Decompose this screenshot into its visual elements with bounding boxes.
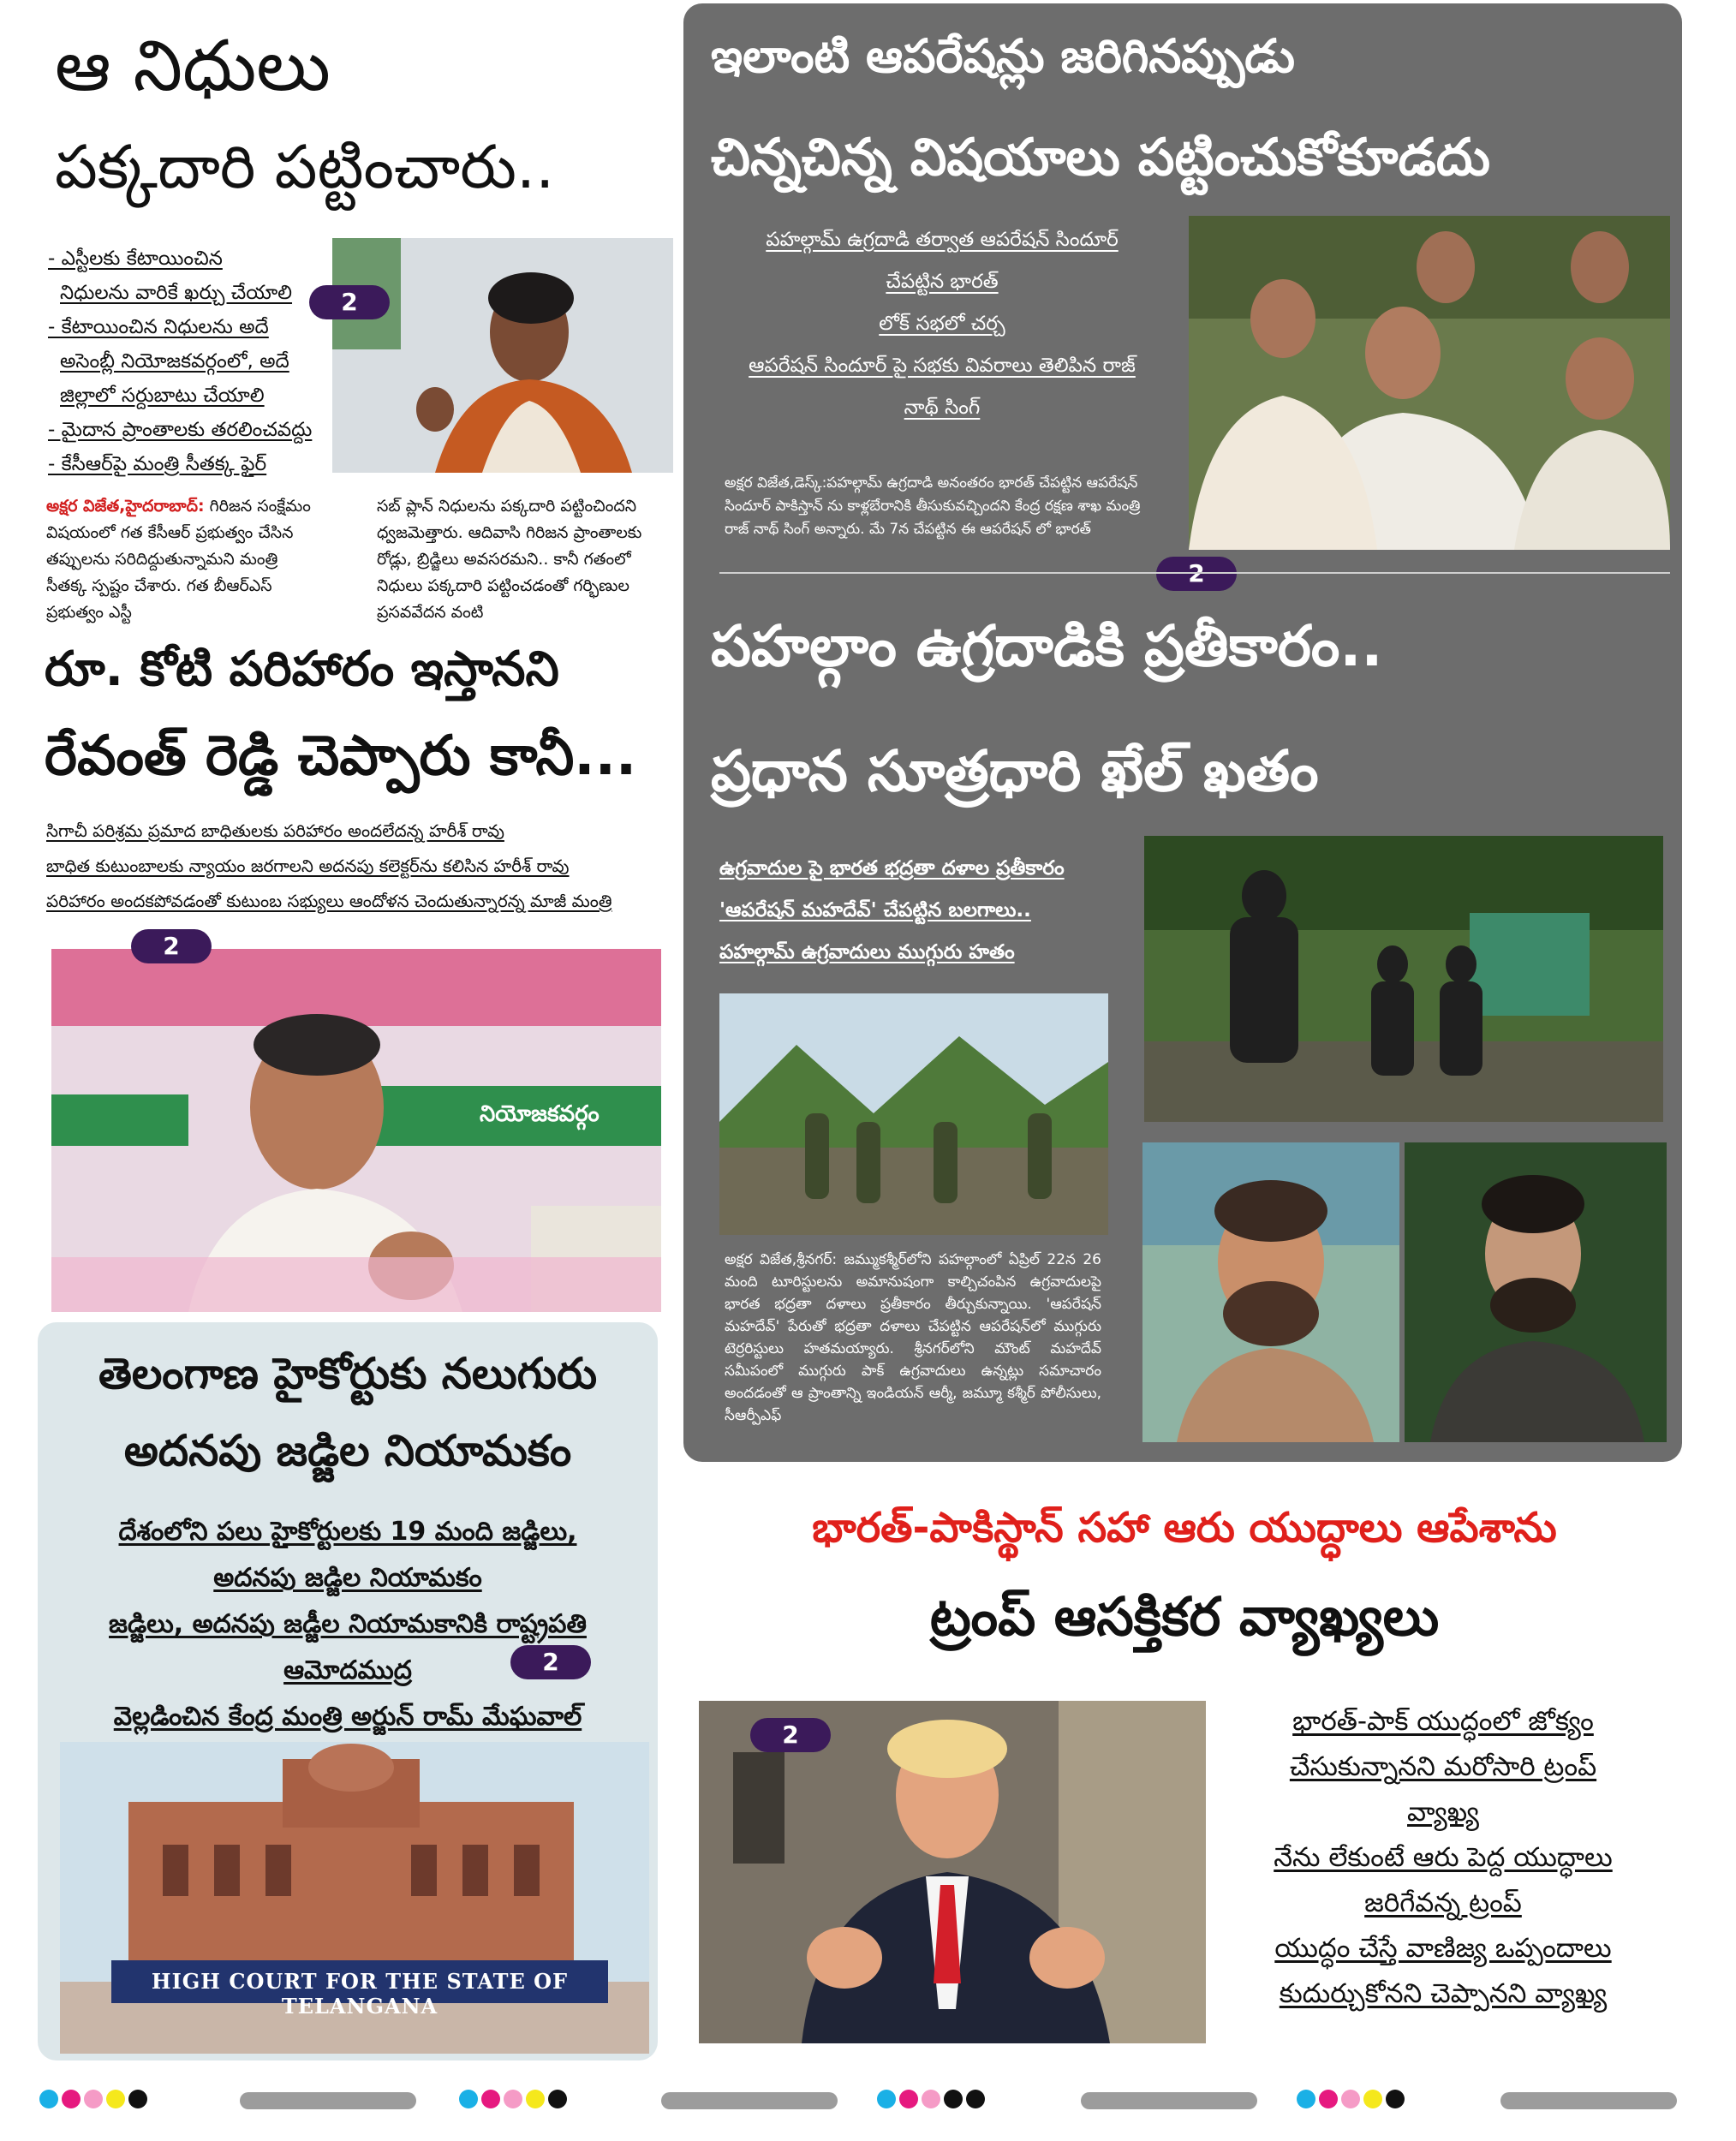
soldiers-illustration (1144, 836, 1663, 1122)
sub-line: యుద్ధం చేస్తే వాణిజ్య ఒప్పందాలు (1274, 1933, 1612, 1964)
story4-headline-2: చిన్నచిన్న విషయాలు పట్టించుకోకూడదు (711, 128, 1491, 188)
registration-bar (240, 2092, 416, 2109)
sub-line: 'ఆపరేషన్ మహదేవ్' చేపట్టిన బలగాలు.. (719, 899, 1031, 921)
sub-line: జడ్జిలు, అదనపు జడ్జీల నియామకానికి రాష్ట్రపతి (109, 1609, 587, 1639)
bullet-line: నిధులను వారికే ఖర్చు చేయాలి (60, 282, 293, 304)
photo-sign-text: HIGH COURT FOR THE STATE OF TELANGANA (151, 1969, 569, 2019)
sub-line: చేపట్టిన భారత్ (886, 271, 999, 293)
story1-bullets (48, 242, 331, 481)
forest-illustration (719, 993, 1108, 1235)
story5-photo-soldiers (1144, 836, 1663, 1122)
bullet-line: - మైదాన ప్రాంతాలకు తరలించవద్దు (48, 419, 313, 441)
bullet-line: పరిహారం అందకపోవడంతో కుటుంబ సభ్యులు ఆందోళన చెందుతున్నారన్న మాజీ మంత్రి (46, 891, 612, 911)
bullet-line: - ఎస్టీలకు కేటాయించిన (48, 247, 223, 270)
portrait-illustration (332, 238, 673, 473)
story4-photo-lok-sabha (1189, 216, 1670, 550)
story4-badge (1156, 557, 1237, 591)
story6-headline-2: ట్రంప్ ఆసక్తికర వ్యాఖ్యలు (929, 1585, 1440, 1648)
sub-line: నేను లేకుంటే ఆరు పెద్ద యుద్ధాలు (1274, 1842, 1613, 1873)
registration-marks (459, 2090, 570, 2112)
story5-photo-terrorist-sketch (1142, 1142, 1399, 1442)
story1-badge: 2 (309, 285, 390, 319)
story3-photo-high-court (60, 1742, 649, 2054)
bullet-line: సిగాచీ పరిశ్రమ ప్రమాద బాధితులకు పరిహారం అందలేదన్న హరీశ్ రావు (46, 820, 504, 841)
story1-photo-minister (332, 238, 673, 473)
registration-bar (1081, 2092, 1257, 2109)
sub-line: వ్యాఖ్య (1407, 1797, 1479, 1828)
story5-body: అక్షర విజేత,శ్రీనగర్: జమ్ముకశ్మీర్‌లోని పహల్గాంలో ఏప్రిల్ 22న 26 మంది టూరిస్టులను అమానుషంగా కాల్చిచంపిన ఉగ్రవాదులపై భారత భద్రతా దళాలు ప్రతీకారం తీర్చుకున్నాయి. 'ఆపరేషన్ మహదేవ్' పేరుతో భద్రతా దళాలు చేపట్టిన ఆపరేషన్‌లో ముగ్గురు టెర్రరిస్టులు హతమయ్యారు. శ్రీనగర్‌లోని మౌంట్ మహదేవ్ సమీపంలో ముగ్గురు పాక్ ఉగ్రవాదులు ఉన్నట్లు సమాచారం అందడంతో ఆ ప్రాంతాన్ని ఇండియన్ ఆర్మీ, జమ్మూ కశ్మీర్ పోలీసులు, సీఆర్పీఎఫ్ (725, 1251, 1101, 1424)
story4-headline-1: ఇలాంటి ఆపరేషన్లు జరిగినప్పుడు (711, 29, 1295, 83)
story1-headline-1: ఆ నిధులు (55, 26, 331, 107)
story4-subs (711, 219, 1173, 429)
photo-banner-text: నియోజకవర్గం (480, 1101, 600, 1127)
story5-headline-2: ప్రధాన సూత్రధారి ఖేల్ ఖతం (711, 738, 1319, 804)
registration-marks (39, 2090, 151, 2112)
story2-badge: 2 (131, 929, 212, 963)
sub-line: లోక్ సభలో చర్చ (879, 313, 1005, 335)
sub-line: ఆమోదముద్ర (283, 1655, 412, 1685)
story5-photo-operation (719, 993, 1108, 1235)
sub-line: దేశంలోని పలు హైకోర్టులకు 19 మంది జడ్జిలు, (118, 1517, 577, 1547)
sketch-portrait-illustration (1142, 1142, 1399, 1442)
registration-bar (661, 2092, 838, 2109)
bullet-line: అసెంబ్లీ నియోజకవర్గంలో, అదే (60, 350, 289, 373)
bullet-line: బాధిత కుటుంబాలకు న్యాయం జరగాలని అదనపు కలెక్టర్‌ను కలిసిన హరీశ్ రావు (46, 856, 570, 876)
story5-photo-terrorist (1405, 1142, 1667, 1442)
story6-headline-1: భారత్-పాకిస్థాన్ సహా ఆరు యుద్ధాలు ఆపేశాను (812, 1504, 1557, 1552)
dateline: అక్షర విజేత,హైదరాబాద్: (46, 497, 205, 516)
story1-body-col1 (46, 493, 322, 626)
divider (719, 572, 1670, 574)
story3-headline-1: తెలంగాణ హైకోర్టుకు నలుగురు (98, 1349, 598, 1399)
story5-subs (719, 848, 1122, 974)
sub-line: కుదుర్చుకోనని చెప్పానని వ్యాఖ్య (1279, 1978, 1608, 2009)
registration-marks (877, 2090, 988, 2112)
portrait-illustration (699, 1701, 1206, 2043)
sub-line: ఉగ్రవాదుల పై భారత భద్రతా దళాల ప్రతీకారం (719, 857, 1065, 880)
story3-badge: 2 (510, 1645, 591, 1679)
story5-headline-1: పహల్గాం ఉగ్రదాడికి ప్రతీకారం.. (711, 613, 1383, 679)
bullet-line: - కేసీఆర్‌పై మంత్రి సీతక్క ఫైర్ (48, 453, 267, 475)
story2-photo-harish-rao (51, 949, 661, 1312)
story6-badge: 2 (750, 1718, 831, 1752)
story1-body-col2: సబ్ ప్లాన్ నిధులను పక్కదారి పట్టించిందని ధ్వజమెత్తారు. ఆదివాసి గిరిజన ప్రాంతాలకు రోడ్లు, బ్రిడ్జిలు అవసరమని.. కానీ గతంలో నిధులు పక్కదారి పట్టించడంతో గర్భిణుల ప్రసవవేదన వంటి (377, 497, 642, 622)
bullet-line: జిల్లాలో సర్దుబాటు చేయాలి (60, 385, 265, 407)
sub-line: జరిగేవన్న ట్రంప్ (1364, 1888, 1522, 1918)
story2-headline-1: రూ. కోటి పరిహారం ఇస్తానని (45, 641, 559, 697)
sub-line: నాథ్ సింగ్ (904, 397, 981, 419)
sub-line: పహల్గామ్ ఉగ్రదాడి తర్వాత ఆపరేషన్ సిందూర్ (766, 229, 1119, 251)
story6-photo-trump (699, 1701, 1206, 2043)
portrait-illustration (1405, 1142, 1667, 1442)
story2-bullets (46, 814, 680, 919)
sub-line: వెల్లడించిన కేంద్ర మంత్రి అర్జున్ రామ్ మేఘవాల్ (113, 1702, 582, 1732)
story3-subs (38, 1509, 658, 1740)
sub-line: ఆపరేషన్ సిందూర్ పై సభకు వివరాలు తెలిపిన రాజ్ (749, 355, 1136, 377)
story4-body: అక్షర విజేత,డెస్క్:పహల్గామ్ ఉగ్రదాడి అనంతరం భారత్ చేపట్టిన ఆపరేషన్ సిందూర్ పాకిస్తాన్ ను కాళ్లబేరానికి తీసుకువచ్చిందని కేంద్ర రక్షణ శాఖ మంత్రి రాజ్ నాథ్ సింగ్ అన్నారు. మే 7న చేపట్టిన ఈ ఆపరేషన్ లో భారత్ (725, 474, 1141, 538)
story3-headline-2: అదనపు జడ్జిల నియామకం (123, 1426, 572, 1476)
parliament-illustration (1189, 216, 1670, 550)
bullet-line: - కేటాయించిన నిధులను అదే (48, 316, 269, 338)
registration-marks (1297, 2090, 1408, 2112)
sub-line: భారత్-పాక్ యుద్ధంలో జోక్యం (1292, 1706, 1594, 1737)
registration-bar (1500, 2092, 1677, 2109)
story1-headline-2: పక్కదారి పట్టించారు.. (55, 132, 555, 202)
sub-line: పహల్గామ్ ఉగ్రవాదులు ముగ్గురు హతం (719, 941, 1015, 963)
sub-line: అదనపు జడ్జిల నియామకం (213, 1563, 482, 1593)
sub-line: చేసుకున్నానని మరోసారి ట్రంప్ (1289, 1751, 1597, 1782)
body-text: గిరిజన సంక్షేమం విషయంలో గత కేసీఆర్ ప్రభుత్వం చేసిన తప్పులను సరిదిద్దుతున్నామని మంత్రి సీతక్క స్పష్టం చేశారు. గత బీఆర్ఎస్ ప్రభుత్వం ఎస్టీ (46, 497, 311, 622)
story2-headline-2: రేవంత్ రెడ్డి చెప్పారు కానీ... (45, 725, 637, 788)
story6-subs (1208, 1699, 1679, 2017)
